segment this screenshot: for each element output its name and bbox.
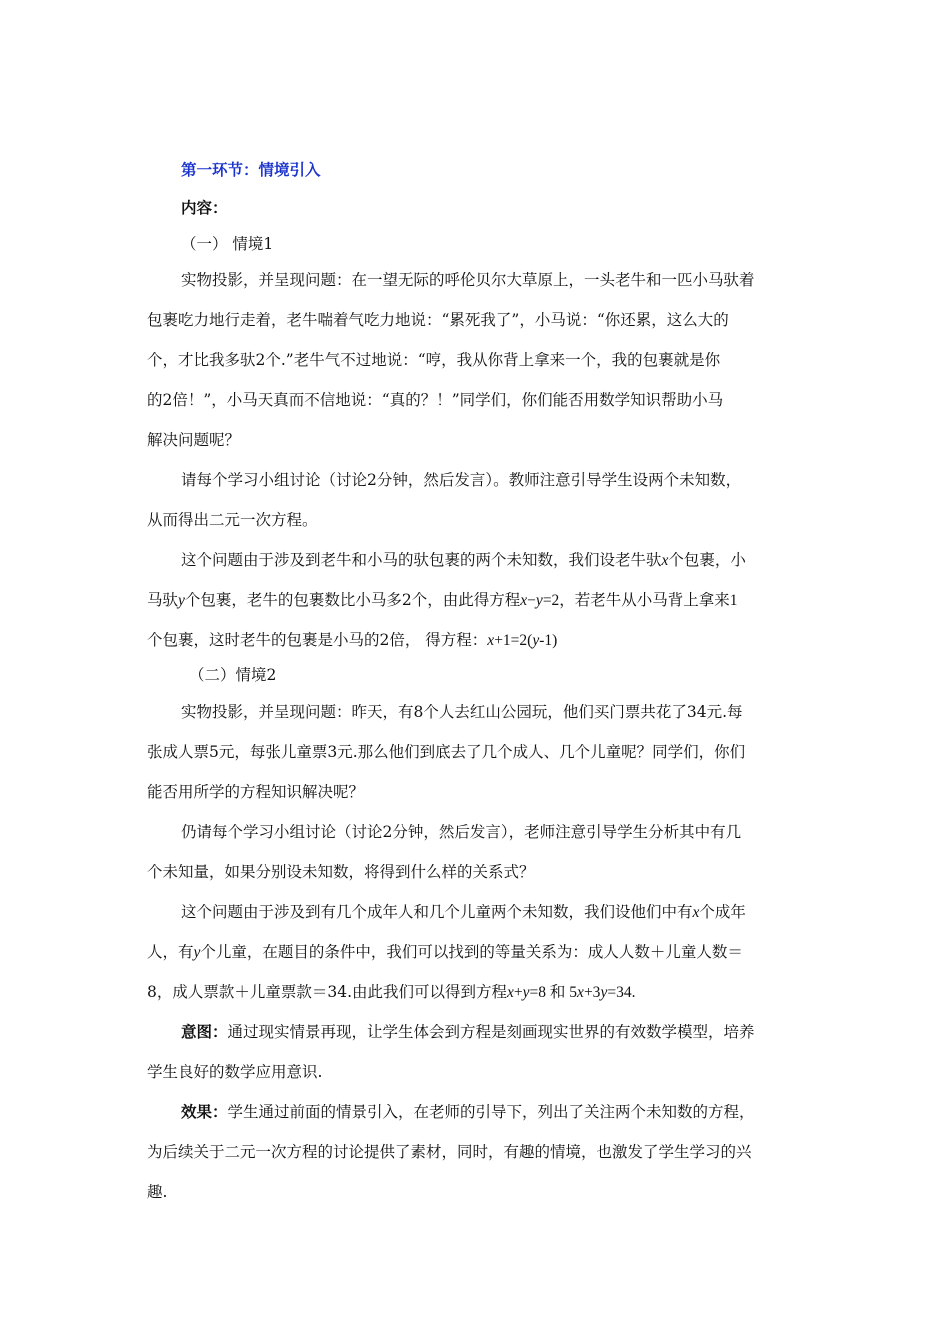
paragraph-line (147, 981, 635, 1004)
paragraph-line (147, 629, 557, 652)
variable-y: y (522, 984, 530, 1001)
text-run: 马驮 (147, 591, 179, 609)
variable-y: y (193, 944, 201, 961)
paragraph-line: 解决问题呢？ (147, 431, 241, 449)
paragraph-line: 仍请每个学习小组讨论（讨论2分钟，然后发言），老师注意引导学生分析其中有几 (181, 823, 742, 841)
paragraph-line: 个未知量，如果分别设未知数，将得到什么样的关系式？ (147, 863, 535, 881)
text-run: 这个问题由于涉及到有几个成年人和几个儿童两个未知数，我们设他们中有 (181, 903, 693, 921)
variable-x: x (692, 904, 700, 921)
variable-x: x (577, 984, 584, 1001)
text-run: =2，若老牛从小马背上拿来1 (542, 592, 738, 609)
paragraph-line: 趣. (147, 1183, 168, 1201)
paragraph-line: 实物投影，并呈现问题：昨天，有8个人去红山公园玩，他们买门票共花了34元.每 (181, 703, 743, 721)
paragraph-line: 能否用所学的方程知识解决呢？ (147, 783, 365, 801)
minus-sign: − (527, 592, 536, 609)
content-label: 内容： (181, 198, 228, 217)
text-run: 个成年 (699, 903, 746, 921)
paragraph-line (147, 941, 743, 964)
text-run: 人，有 (147, 943, 194, 961)
text-run: -1) (539, 632, 558, 649)
text-run: 8，成人票款＋儿童票款＝34.由此我们可以得到方程 (147, 983, 508, 1001)
paragraph-line: 个，才比我多驮2个.”老牛气不过地说：“哼，我从你背上拿来一个，我的包裹就是你 (147, 351, 721, 369)
text-run: 个儿童，在题目的条件中，我们可以找到的等量关系为：成人人数＋儿童人数＝ (200, 943, 743, 961)
variable-y: y (535, 592, 543, 609)
variable-y: y (600, 984, 608, 1001)
paragraph-line: 从而得出二元一次方程。 (147, 511, 318, 529)
text-run: 通过现实情景再现，让学生体会到方程是刻画现实世界的有效数学模型，培养 (227, 1023, 755, 1041)
text-run: 这个问题由于涉及到老牛和小马的驮包裹的两个未知数，我们设老牛驮 (181, 551, 662, 569)
paragraph-line: 学生良好的数学应用意识. (147, 1063, 323, 1081)
paragraph-line: 实物投影，并呈现问题：在一望无际的呼伦贝尔大草原上，一头老牛和一匹小马驮着 (181, 271, 755, 289)
variable-x: x (487, 632, 495, 649)
paragraph-line (181, 901, 746, 924)
scenario-1-title: （一） 情境1 (181, 235, 274, 253)
section-title: 第一环节：情境引入 (181, 160, 321, 179)
text-run: +3 (583, 984, 601, 1001)
paragraph-line: 请每个学习小组讨论（讨论2分钟，然后发言）。教师注意引导学生设两个未知数， (181, 471, 742, 489)
paragraph-line: 的2倍！”，小马天真而不信地说：“真的？！”同学们，你们能否用数学知识帮助小马 (147, 391, 724, 409)
variable-x: x (507, 984, 514, 1001)
text-run: 个包裹，小 (668, 551, 746, 569)
text-run: 学生通过前面的情景引入，在老师的引导下，列出了关注两个未知数的方程， (227, 1103, 755, 1121)
paragraph-line: 为后续关于二元一次方程的讨论提供了素材，同时，有趣的情境，也激发了学生学习的兴 (147, 1143, 752, 1161)
text-run: 个包裹，老牛的包裹数比小马多2个，由此得方程 (184, 591, 521, 609)
intent-paragraph (181, 1021, 755, 1043)
variable-x: x (520, 592, 528, 609)
scenario-2-title: （二）情境2 (189, 666, 277, 684)
variable-y: y (178, 592, 185, 609)
plus-sign: + (513, 984, 523, 1001)
variable-y: y (532, 632, 540, 649)
intent-label: 意图： (181, 1022, 228, 1041)
text-run: =8 和 5 (529, 984, 578, 1001)
text-run: 个包裹，这时老牛的包裹是小马的2倍， 得方程： (147, 631, 488, 649)
text-run: =34. (607, 984, 636, 1001)
paragraph-line (147, 589, 738, 612)
paragraph-line: 包裹吃力地行走着，老牛喘着气吃力地说：“累死我了”，小马说：“你还累，这么大的 (147, 311, 729, 329)
effect-paragraph (181, 1101, 755, 1123)
paragraph-line (181, 549, 746, 572)
paragraph-line: 张成人票5元，每张儿童票3元.那么他们到底去了几个成人、几个儿童呢？同学们，你们 (147, 743, 746, 761)
variable-x: x (661, 552, 669, 569)
effect-label: 效果： (181, 1102, 228, 1121)
text-run: +1=2( (494, 632, 533, 649)
